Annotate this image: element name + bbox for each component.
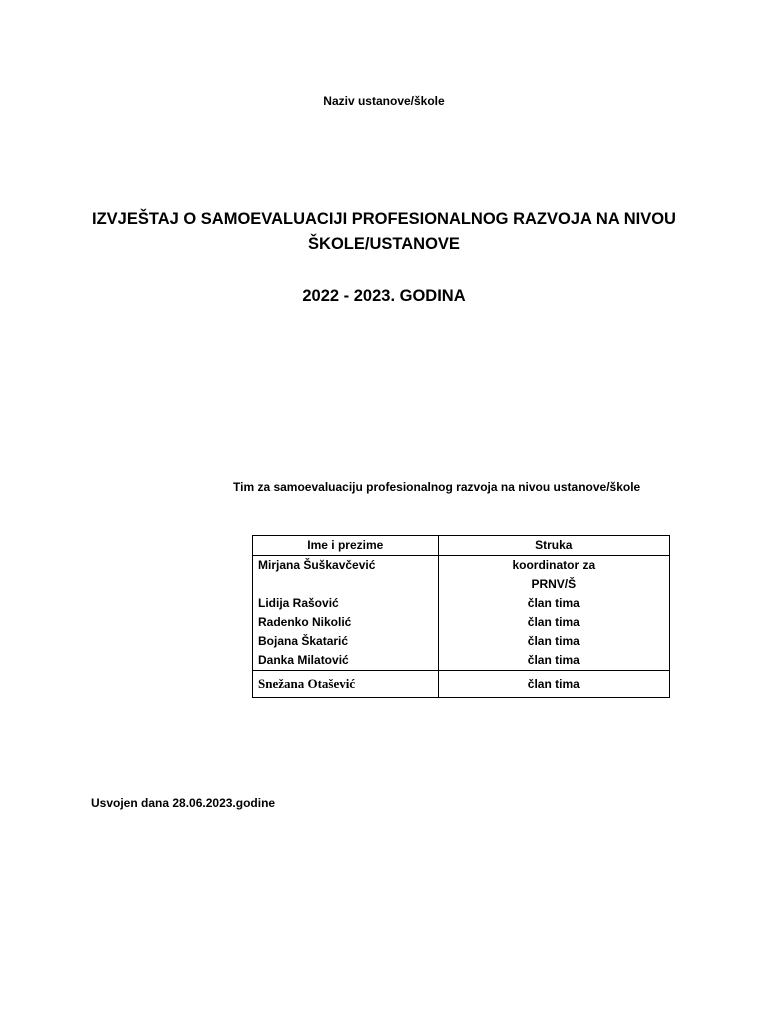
table-row [253, 594, 670, 613]
header-role: Struka [438, 536, 669, 556]
table-row [253, 613, 670, 632]
institution-name-label: Naziv ustanove/škole [323, 94, 445, 108]
document-title-line-2: ŠKOLE/USTANOVE [308, 235, 460, 253]
member-role [438, 556, 669, 595]
team-table [252, 535, 670, 698]
member-name: Mirjana Šuškavčević [253, 556, 439, 595]
document-title-line-1: IZVJEŠTAJ O SAMOEVALUACIJI PROFESIONALNOG RAZVOJA NA NIVOU [92, 210, 676, 228]
member-name: Bojana Škatarić [253, 632, 439, 651]
member-name: Radenko Nikolić [253, 613, 439, 632]
member-role: član tima [438, 594, 669, 613]
header-name: Ime i prezime [253, 536, 439, 556]
document-year: 2022 - 2023. GODINA [302, 287, 466, 305]
team-caption: Tim za samoevaluaciju profesionalnog razvoja na nivou ustanove/škole [233, 480, 641, 494]
member-role-line-1: koordinator za [512, 558, 596, 572]
table-row [253, 671, 670, 698]
member-name: Danka Milatović [253, 651, 439, 671]
document-title [40, 207, 728, 257]
member-role: član tima [438, 613, 669, 632]
member-role: član tima [438, 671, 669, 698]
member-role-line-2: PRNV/Š [531, 577, 577, 591]
table-header-row [253, 536, 670, 556]
member-role: član tima [438, 632, 669, 651]
member-name: Lidija Rašović [253, 594, 439, 613]
table-row [253, 556, 670, 595]
member-name: Snežana Otašević [253, 671, 439, 698]
table-row [253, 632, 670, 651]
table-row [253, 651, 670, 671]
member-role: član tima [438, 651, 669, 671]
adoption-date: Usvojen dana 28.06.2023.godine [91, 796, 276, 810]
